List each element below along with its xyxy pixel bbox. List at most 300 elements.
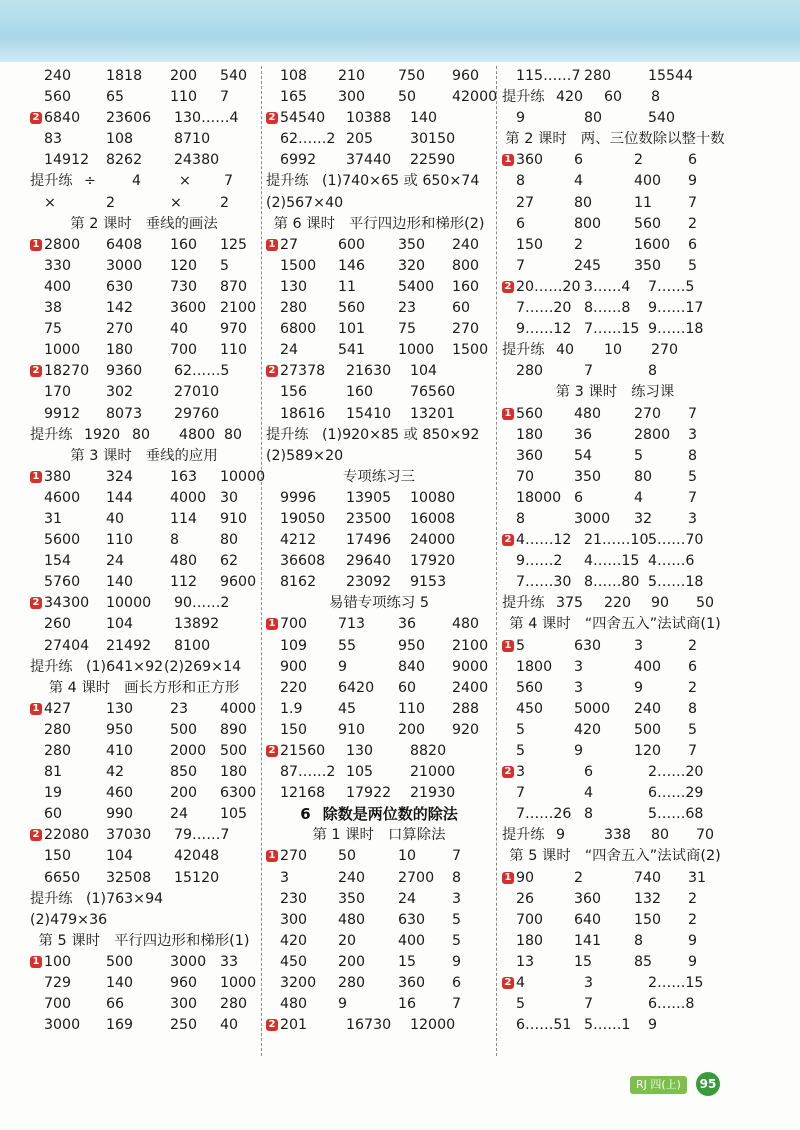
lesson-title [266,825,492,846]
answer-column-1 [30,66,266,1036]
answer-value: 3000 [106,257,143,274]
answer-value: 420 [574,721,602,738]
answer-value: 109 [280,637,308,654]
practice-label: 提升练 [30,426,73,443]
answer-value: 270 [106,321,134,338]
answer-value: 60 [452,300,471,317]
lesson-topic: 画长方形和正方形 [124,679,240,696]
answer-value: 2 [688,911,698,928]
answer-row [30,467,266,488]
answer-value: 220 [604,595,632,612]
answer-value: 960 [452,68,480,84]
answer-row [502,931,728,952]
answer-value: 1600 [634,236,671,253]
answer-value: 8262 [106,152,143,169]
answer-row [30,340,258,361]
chapter-name: 除数是两位数的除法 [322,805,458,824]
answer-value: 130 [346,743,374,759]
question-number-badge: 1 [502,872,514,884]
answer-row [30,910,258,931]
lesson-title [30,931,258,952]
answer-value: 7 [452,996,462,1013]
page-header-band [0,0,800,62]
lesson-title [30,214,258,235]
answer-value: 80 [651,827,670,844]
answer-value: 160 [170,236,198,253]
lesson-title [30,678,258,699]
answer-value: 410 [106,743,134,759]
answer-row [30,235,258,256]
answer-value: 20……20 [516,278,581,295]
answer-value: 14912 [44,152,90,169]
answer-value: 4000 [220,700,257,717]
answer-value: 3000 [574,510,611,527]
answer-value: 10000 [106,595,152,612]
answer-value: 23500 [346,510,392,527]
answer-value: 15410 [346,405,392,422]
answer-value: 500 [106,953,134,970]
answer-value: 5 [688,257,698,274]
answer-value: (1)920×85 或 850×92 [322,426,480,443]
answer-value: 970 [220,321,248,338]
answer-row [502,404,728,425]
answer-value: 21560 [280,743,326,759]
practice-label: 提升练 [502,827,545,844]
answer-value: 45 [338,700,357,717]
answer-row [30,277,258,298]
answer-value: 240 [44,68,72,84]
answer-value: 83 [44,131,63,148]
answer-value: 200 [170,68,198,84]
answer-value: 9 [338,996,348,1013]
answer-value: 125 [220,236,248,253]
question-number-badge: 2 [30,829,42,841]
answer-value: 700 [516,911,544,928]
answer-value: 21492 [106,637,152,654]
answer-value: 27010 [174,384,220,401]
answer-value: 9 [574,743,584,759]
answer-value: 9 [688,953,698,970]
answer-row [266,66,492,87]
question-number-badge: 2 [266,745,278,757]
answer-value: (2)269×14 [164,658,242,675]
answer-value: 36608 [280,553,326,570]
question-number-badge: 2 [502,766,514,778]
answer-row [30,87,258,108]
question-number-badge: 1 [30,471,42,483]
answer-value: 7 [220,89,230,106]
answer-row [502,994,728,1015]
answer-value: 8……8 [584,300,631,317]
answer-value: 420 [556,89,584,106]
answer-value: 302 [106,384,134,401]
answer-row [266,910,492,931]
answer-value: 9……17 [648,300,704,317]
answer-value: 5000 [574,700,611,717]
answer-value: (1)763×94 [86,890,164,907]
column-divider [261,66,262,1056]
answer-row [502,910,728,931]
answer-value: 38 [44,300,63,317]
answer-value: 3 [574,658,584,675]
answer-row [266,150,492,171]
answer-value: 20 [338,932,357,949]
answer-value: 5 [516,996,526,1013]
answer-row [502,150,728,171]
answer-value: × [179,173,191,190]
answer-value: 201 [280,1017,308,1034]
answer-row [266,1015,492,1036]
answer-value: 8 [584,806,594,823]
lesson-title [266,467,492,488]
answer-value: 200 [398,721,426,738]
answer-value: 560 [516,679,544,696]
lesson-title [266,593,492,614]
question-number-badge: 2 [502,281,514,293]
answer-row [502,762,728,783]
answer-value: 23092 [346,574,392,591]
answer-value: 10000 [220,468,266,485]
answer-value: 70 [696,827,715,844]
answer-value: 3600 [170,300,207,317]
answer-value: 6 [688,658,698,675]
answer-value: 9……2 [516,553,563,570]
answer-value: 8162 [280,574,317,591]
answer-row [30,361,258,382]
answer-value: 6 [574,489,584,506]
answer-value: 130 [106,700,134,717]
answer-value: 140 [106,975,134,992]
answer-value: 4000 [170,489,207,506]
answer-value: 360 [516,152,544,169]
question-number-badge: 2 [266,365,278,377]
answer-value: 9 [688,173,698,190]
answer-value: 132 [634,890,662,907]
answer-value: (2)567×40 [266,194,344,211]
answer-row [502,235,728,256]
answer-row [30,952,258,973]
answer-value: 850 [170,764,198,781]
answer-value: 5……68 [648,806,704,823]
answer-value: 7 [516,257,526,274]
answer-value: 2 [220,194,230,211]
answer-value: 21630 [346,363,392,380]
answer-row [502,551,728,572]
answer-value: 3 [280,869,290,886]
answer-row [502,488,728,509]
answer-value: 142 [106,300,134,317]
answer-value: 9 [634,679,644,696]
answer-value: 165 [280,89,308,106]
answer-value: 2 [688,679,698,696]
answer-value: 5 [516,637,526,654]
answer-value: 100 [44,953,72,970]
answer-value: 7……5 [648,278,695,295]
answer-value: 70 [516,468,535,485]
answer-value: 11 [634,194,653,211]
answer-value: 104 [106,616,134,633]
answer-value: 31 [688,869,707,886]
question-number-badge: 2 [502,534,514,546]
answer-row [502,783,728,804]
answer-row [30,150,258,171]
answer-column-2 [266,66,498,1036]
answer-value: 4 [634,489,644,506]
answer-value: 1800 [516,658,553,675]
answer-row [266,404,492,425]
answer-row [502,889,728,910]
answer-value: 55 [338,637,357,654]
answer-value: 110 [106,532,134,549]
answer-value: 3 [574,679,584,696]
answer-value: 4 [574,173,584,190]
answer-row [30,889,258,910]
answer-row [30,994,258,1015]
answer-value: 427 [44,700,72,717]
answer-row [30,404,258,425]
answer-value: 1.9 [280,700,303,717]
answer-value: 6……29 [648,785,704,802]
answer-value: 480 [280,996,308,1013]
answer-value: 6408 [106,236,143,253]
answer-value: 324 [106,468,134,485]
answer-row [502,699,728,720]
answer-value: 713 [338,616,366,633]
answer-value: 22080 [44,827,90,844]
answer-row [30,572,258,593]
answer-value: 480 [574,405,602,422]
answer-value: 350 [398,236,426,253]
answer-value: 920 [452,721,480,738]
question-number-badge: 1 [502,408,514,420]
lesson-topic: 垂线的画法 [145,215,218,232]
answer-value: 740 [634,869,662,886]
answer-value: 81 [44,764,63,781]
answer-value: 338 [604,827,632,844]
answer-value: 75 [44,321,63,338]
answer-value: 150 [516,236,544,253]
answer-row [266,636,492,657]
answer-row [30,171,258,192]
answer-value: 163 [170,468,198,485]
answer-value: 29760 [174,405,220,422]
answer-row [30,319,258,340]
answer-value: 8820 [410,743,447,759]
answer-value: 5600 [44,532,81,549]
answer-value: 34300 [44,595,90,612]
answer-value: 2……20 [648,764,704,781]
answer-row [502,256,728,277]
answer-row [266,783,492,804]
answer-row [30,193,258,214]
answer-row [502,193,728,214]
answer-value: 8 [170,532,180,549]
answer-value: 5……18 [648,574,704,591]
answer-value: 50 [338,848,357,865]
answer-row [502,1015,728,1036]
answer-value: 21……10 [584,532,649,549]
answer-value: 450 [280,953,308,970]
question-number-badge: 1 [266,239,278,251]
answer-value: 630 [106,278,134,295]
answer-value: 6840 [44,110,81,127]
answer-value: 4212 [280,532,317,549]
answer-row [30,509,258,530]
answer-value: 154 [44,553,72,570]
answer-row [266,762,492,783]
answer-value: 18000 [516,489,562,506]
answer-value: 6420 [338,679,375,696]
answer-value: 104 [106,848,134,865]
answer-value: 3000 [44,1017,81,1034]
answer-row [502,446,728,467]
answer-value: 330 [44,257,72,274]
lesson-label: 第 6 课时 [273,215,335,232]
answer-value: 23606 [106,110,152,127]
answer-value: 6992 [280,152,317,169]
answer-value: 140 [410,110,438,127]
lesson-label: 第 5 课时 [38,932,100,949]
answer-value: 729 [44,975,72,992]
answer-value: 33 [220,953,239,970]
answer-value: 205 [346,131,374,148]
answer-value: 24 [170,806,189,823]
answer-value: 350 [574,468,602,485]
lesson-label: 第 1 课时 [312,827,374,844]
answer-value: 18616 [280,405,326,422]
answer-value: 150 [280,721,308,738]
lesson-label: 第 3 课时 [555,384,618,401]
answer-value: 180 [106,342,134,359]
answer-row [266,425,492,446]
answer-value: 280 [44,721,72,738]
answer-value: 169 [106,1017,134,1034]
answer-value: 1818 [106,68,143,84]
answer-value: 560 [338,300,366,317]
answer-value: 4……15 [584,553,640,570]
answer-value: 9912 [44,405,81,422]
answer-value: 6300 [220,785,257,802]
answer-value: 12000 [410,1017,456,1034]
practice-label: 提升练 [502,595,545,612]
answer-value: 2100 [452,637,489,654]
answer-value: 400 [44,278,72,295]
answer-value: 40 [220,1017,239,1034]
answer-row [502,973,728,994]
answer-value: 4……6 [648,553,695,570]
answer-value: 750 [398,68,426,84]
answer-value: 5 [688,468,698,485]
lesson-title [30,446,258,467]
answer-row [502,214,728,235]
answer-value: 8 [651,89,661,106]
answer-row [30,741,258,762]
answer-row [266,931,492,952]
answer-value: 105 [220,806,248,823]
answer-value: 90 [651,595,670,612]
question-number-badge: 2 [266,112,278,124]
answer-value: 2100 [220,300,257,317]
answer-value: 480 [170,553,198,570]
answer-value: 630 [398,911,426,928]
answer-row [266,446,492,467]
answer-value: 156 [280,384,308,401]
answer-value: (1)641×92 [86,658,164,675]
answer-value: 7……26 [516,806,572,823]
answer-row [266,657,492,678]
answer-value: 360 [516,447,544,464]
lesson-topic: 平行四边形和梯形(1) [113,932,250,949]
answer-value: 8 [634,932,644,949]
answer-value: 800 [574,215,602,232]
answer-row [502,361,728,382]
answer-row [266,741,492,762]
column-divider [496,66,497,1056]
answer-value: 130……4 [174,110,239,127]
answer-value: 18270 [44,363,90,380]
answer-value: 40 [556,342,575,359]
answer-value: 4……12 [516,532,572,549]
answer-value: 280 [338,975,366,992]
answer-value: 700 [280,616,308,633]
answer-row [502,636,728,657]
answer-row [30,108,258,129]
answer-value: 1000 [398,342,435,359]
answer-value: 5 [516,721,526,738]
answer-row [30,762,258,783]
answer-value: 320 [398,257,426,274]
answer-row [266,319,492,340]
answer-row [502,425,728,446]
answer-row [30,804,258,825]
answer-row [30,425,258,446]
chapter-number: 6 [300,805,311,824]
answer-value: 2800 [634,426,671,443]
answer-value: 76560 [410,384,456,401]
answer-value: 24000 [410,532,456,549]
answer-value: 950 [106,721,134,738]
answer-value: 960 [170,975,198,992]
answer-row [266,614,492,635]
answer-value: 150 [634,911,662,928]
answer-value: 112 [170,574,198,591]
answer-value: 40 [106,510,125,527]
lesson-topic: 口算除法 [387,827,446,844]
answer-value: (2)479×36 [30,911,108,928]
answer-row [266,509,492,530]
answer-row [30,530,258,551]
answer-value: 9 [688,932,698,949]
lesson-topic: 两、三位数除以整十数 [580,131,725,148]
answer-value: 3 [688,510,698,527]
answer-value: 640 [574,911,602,928]
answer-value: 3 [516,764,526,781]
answer-value: 42 [106,764,125,781]
answer-value: 210 [338,68,366,84]
answer-row [502,678,728,699]
answer-value: 160 [452,278,480,295]
answer-value: 22590 [410,152,456,169]
answer-row [266,994,492,1015]
answer-value: 6650 [44,869,81,886]
answer-value: 7 [688,489,698,506]
answer-value: 140 [106,574,134,591]
answer-value: 3 [688,426,698,443]
answer-value: 27 [280,236,299,253]
answer-value: 21000 [410,764,456,781]
answer-value: 146 [338,257,366,274]
answer-value: 42048 [174,848,220,865]
